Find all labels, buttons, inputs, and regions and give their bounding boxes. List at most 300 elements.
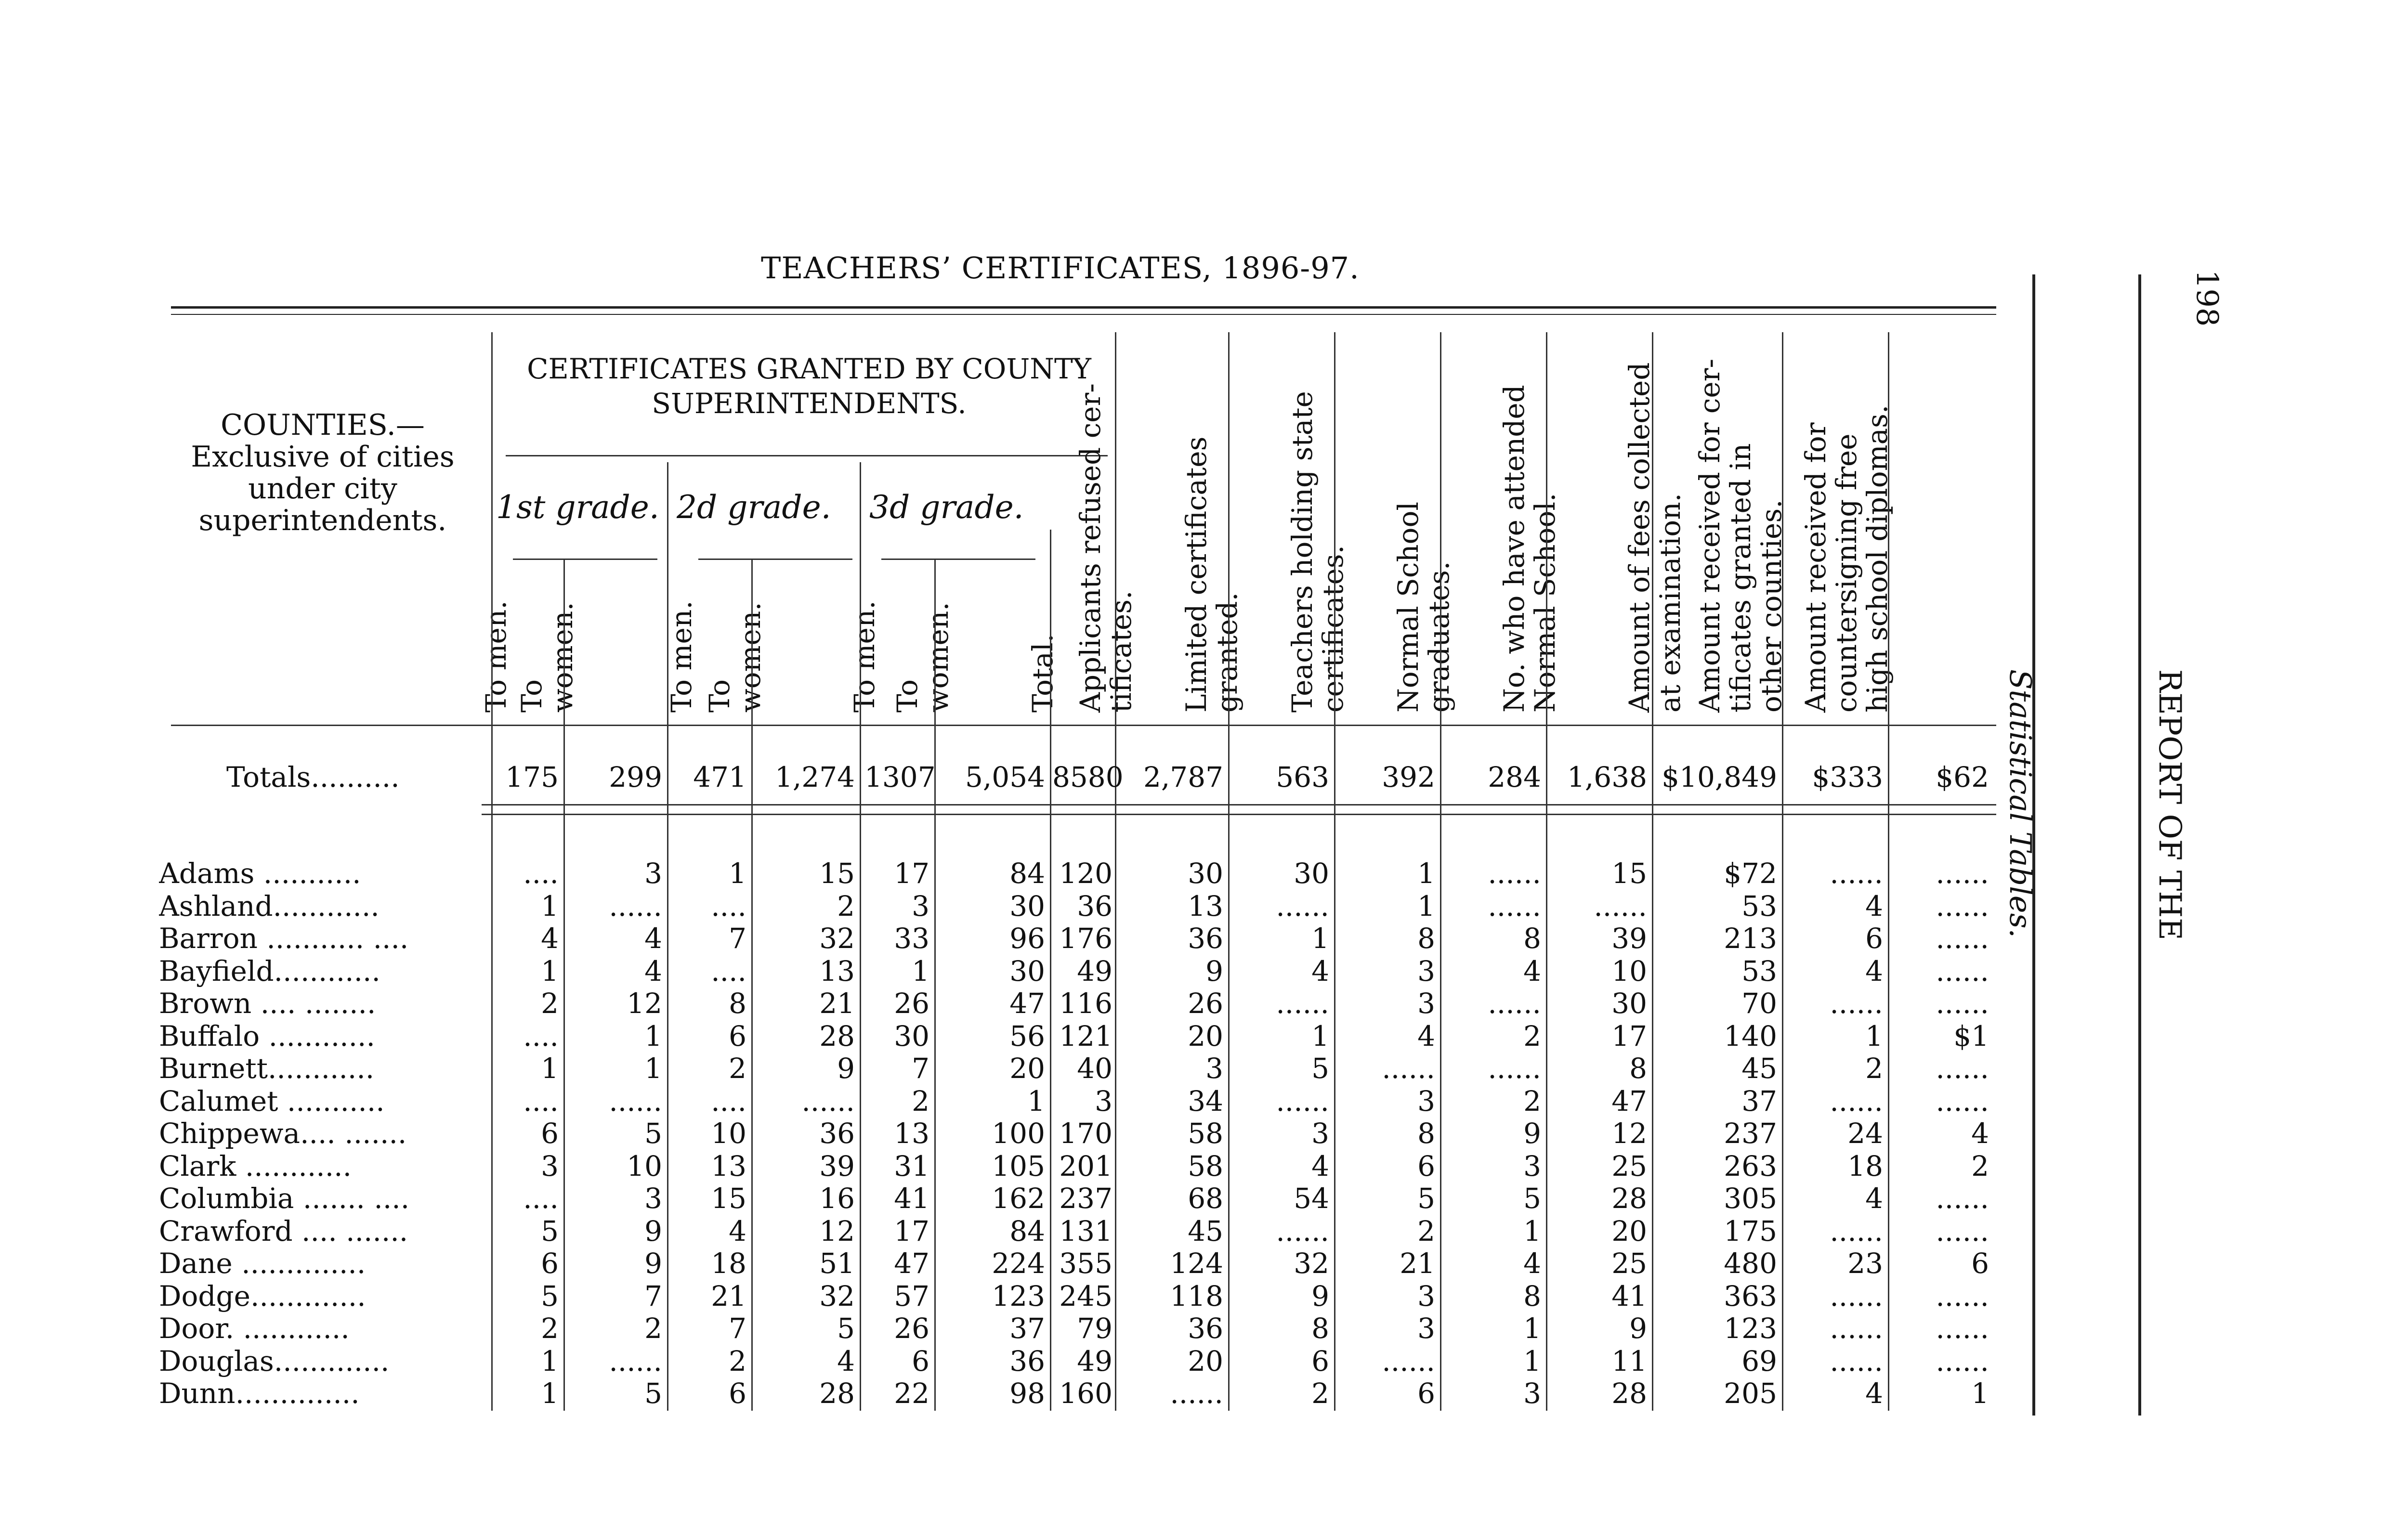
cell-g2-men: ....: [711, 889, 746, 922]
cell-g2-women: 39: [819, 1149, 855, 1182]
table-row: [0, 922, 2408, 955]
grade-3-underline: [881, 559, 1035, 560]
header-fees-2: at examination.: [1654, 493, 1687, 713]
header-state-1: Teachers holding state: [1286, 391, 1319, 713]
totals-limited: 563: [1276, 761, 1329, 793]
cell-limited: 8: [1311, 1312, 1329, 1345]
cell-g1-women: ......: [609, 1084, 662, 1117]
cell-g1-men: 3: [541, 1149, 559, 1182]
cell-fees: 480: [1724, 1247, 1777, 1280]
county-name: Dane ..............: [159, 1247, 366, 1280]
cell-state: ......: [1382, 1344, 1435, 1377]
cell-total: 160: [1059, 1377, 1112, 1410]
cell-counter: ......: [1936, 889, 1989, 922]
cell-limited: 1: [1311, 1019, 1329, 1052]
cell-g2-men: 7: [729, 922, 746, 955]
cell-g2-men: 7: [729, 1312, 746, 1345]
cell-g3-women: 1: [1027, 1084, 1045, 1117]
cell-g1-women: ......: [609, 1344, 662, 1377]
cell-refused: 30: [1188, 857, 1223, 890]
cell-state: 6: [1417, 1377, 1435, 1410]
cell-counter: ......: [1936, 1312, 1989, 1345]
cell-counter: ......: [1936, 1214, 1989, 1247]
cell-normal: 5: [1523, 1182, 1541, 1215]
cell-normal: 4: [1523, 1247, 1541, 1280]
cell-limited: 5: [1311, 1052, 1329, 1085]
cell-counter: ......: [1936, 857, 1989, 890]
cell-total: 131: [1059, 1214, 1112, 1247]
county-name: Buffalo ............: [159, 1019, 375, 1052]
cell-state: 8: [1417, 1117, 1435, 1150]
cell-g1-women: 9: [644, 1214, 662, 1247]
cell-total: 3: [1095, 1084, 1112, 1117]
cell-received: ......: [1830, 1084, 1883, 1117]
cell-g1-women: 7: [644, 1279, 662, 1312]
cell-fees: 70: [1741, 987, 1777, 1020]
cell-g3-women: 56: [1009, 1019, 1045, 1052]
grade-3-label: 3d grade.: [869, 489, 1024, 526]
cell-normal: 4: [1523, 954, 1541, 987]
county-name: Dunn..............: [159, 1377, 360, 1410]
totals-counter: $62: [1936, 761, 1989, 793]
cell-attended: 9: [1629, 1312, 1647, 1345]
cell-g1-men: 4: [541, 922, 559, 955]
totals-label: Totals..........: [226, 761, 400, 793]
cell-limited: 4: [1311, 954, 1329, 987]
header-limited-2: granted.: [1211, 592, 1243, 713]
cell-state: 3: [1417, 1312, 1435, 1345]
grade-1-underline: [513, 559, 657, 560]
cell-g1-men: 1: [541, 1052, 559, 1085]
cell-g3-men: 17: [894, 1214, 929, 1247]
table-row: [0, 1377, 2408, 1410]
cell-counter: ......: [1936, 1052, 1989, 1085]
cell-normal: 1: [1523, 1312, 1541, 1345]
cell-fees: $72: [1724, 857, 1777, 890]
cell-g2-women: 2: [837, 889, 855, 922]
cell-g2-women: 15: [819, 857, 855, 890]
cell-normal: 8: [1523, 1279, 1541, 1312]
cell-counter: ......: [1936, 1279, 1989, 1312]
cell-fees: 263: [1724, 1149, 1777, 1182]
header-received-2: tificates granted in: [1724, 443, 1757, 713]
cell-g2-women: 5: [837, 1312, 855, 1345]
totals-state: 392: [1382, 761, 1435, 793]
cell-g2-men: ....: [711, 954, 746, 987]
cell-g2-men: 13: [711, 1149, 746, 1182]
cell-normal: 9: [1523, 1117, 1541, 1150]
cell-refused: 58: [1188, 1149, 1223, 1182]
totals-g1-women: 299: [609, 761, 662, 793]
table-row: [0, 955, 2408, 987]
cell-refused: 26: [1188, 987, 1223, 1020]
county-name: Chippewa.... .......: [159, 1117, 407, 1150]
header-g1-women-text-1: To: [515, 679, 548, 713]
cell-state: 4: [1417, 1019, 1435, 1052]
cell-counter: 4: [1971, 1117, 1989, 1150]
cell-g2-men: 10: [711, 1117, 746, 1150]
counties-header: [171, 409, 474, 536]
county-name: Bayfield............: [159, 954, 380, 987]
grade-1-label: 1st grade.: [496, 489, 659, 526]
cell-received: 23: [1847, 1247, 1883, 1280]
county-name: Douglas.............: [159, 1344, 390, 1377]
totals-total: 8580: [1052, 761, 1124, 793]
cell-total: 121: [1059, 1019, 1112, 1052]
header-counter-2: countersigning free: [1830, 433, 1863, 713]
cell-g1-women: 3: [644, 857, 662, 890]
cell-g1-men: 1: [541, 889, 559, 922]
cell-g3-men: 26: [894, 987, 929, 1020]
cell-g3-men: 57: [894, 1279, 929, 1312]
cell-received: ......: [1830, 987, 1883, 1020]
cell-refused: 45: [1188, 1214, 1223, 1247]
header-state-2: certificates.: [1317, 545, 1349, 713]
cell-g3-women: 105: [992, 1149, 1045, 1182]
cell-state: 3: [1417, 1279, 1435, 1312]
cell-state: 3: [1417, 1084, 1435, 1117]
cell-received: 2: [1865, 1052, 1883, 1085]
cell-total: 120: [1059, 857, 1112, 890]
cell-refused: 13: [1188, 889, 1223, 922]
cell-g1-men: 1: [541, 954, 559, 987]
county-name: Adams ...........: [159, 857, 361, 890]
cell-fees: 37: [1741, 1084, 1777, 1117]
cell-g1-women: 4: [644, 954, 662, 987]
cell-attended: 25: [1611, 1247, 1647, 1280]
cell-total: 116: [1059, 987, 1112, 1020]
cell-g1-men: ....: [523, 857, 559, 890]
table-row: [0, 1020, 2408, 1052]
header-refused-2: tificates.: [1105, 590, 1138, 713]
header-g2-women-text-2: women.: [734, 602, 767, 713]
cell-g2-women: 4: [837, 1344, 855, 1377]
cell-total: 49: [1077, 1344, 1112, 1377]
cell-g3-women: 37: [1009, 1312, 1045, 1345]
cell-state: ......: [1382, 1052, 1435, 1085]
cell-g2-women: 32: [819, 922, 855, 955]
counties-sub-3: superintendents.: [198, 504, 447, 537]
cell-refused: 20: [1188, 1344, 1223, 1377]
cell-g2-women: 12: [819, 1214, 855, 1247]
cell-g1-men: 5: [541, 1214, 559, 1247]
cell-limited: 32: [1294, 1247, 1329, 1280]
cell-g2-women: 28: [819, 1377, 855, 1410]
header-attended-1: No. who have attended: [1498, 385, 1531, 713]
cell-total: 49: [1077, 954, 1112, 987]
cell-limited: 4: [1311, 1149, 1329, 1182]
county-name: Columbia ....... ....: [159, 1182, 410, 1215]
cell-state: 2: [1417, 1214, 1435, 1247]
cell-fees: 53: [1741, 954, 1777, 987]
totals-g2-women: 1,274: [774, 761, 855, 793]
cell-fees: 305: [1724, 1182, 1777, 1215]
cell-attended: 11: [1611, 1344, 1647, 1377]
cell-received: 24: [1847, 1117, 1883, 1150]
cell-counter: 2: [1971, 1149, 1989, 1182]
cell-counter: ......: [1936, 1344, 1989, 1377]
grade-2-label: 2d grade.: [677, 489, 831, 526]
cell-counter: $1: [1953, 1019, 1989, 1052]
cell-normal: ......: [1488, 987, 1541, 1020]
cell-g2-women: 51: [819, 1247, 855, 1280]
cell-g3-women: 96: [1009, 922, 1045, 955]
cell-received: 18: [1847, 1149, 1883, 1182]
cell-g3-men: 31: [894, 1149, 929, 1182]
group-underline: [506, 455, 1108, 456]
cell-state: 3: [1417, 954, 1435, 987]
cell-limited: 1: [1311, 922, 1329, 955]
cell-attended: 28: [1611, 1377, 1647, 1410]
cell-g1-women: 1: [644, 1052, 662, 1085]
cell-attended: 17: [1611, 1019, 1647, 1052]
cell-fees: 363: [1724, 1279, 1777, 1312]
cell-attended: 12: [1611, 1117, 1647, 1150]
header-g2-women-text-1: To: [703, 679, 736, 713]
totals-received: $333: [1812, 761, 1883, 793]
header-counter-1: Amount received for: [1799, 422, 1832, 713]
cell-limited: 2: [1311, 1377, 1329, 1410]
cell-g3-women: 84: [1009, 1214, 1045, 1247]
table-row: [0, 1117, 2408, 1150]
cell-attended: ......: [1594, 889, 1647, 922]
cell-received: 4: [1865, 889, 1883, 922]
cell-g1-women: 2: [644, 1312, 662, 1345]
cell-attended: 10: [1611, 954, 1647, 987]
cell-state: 21: [1400, 1247, 1435, 1280]
cell-limited: ......: [1276, 1214, 1329, 1247]
top-rule: [171, 306, 1996, 309]
cell-g3-women: 30: [1009, 954, 1045, 987]
header-fees-1: Amount of fees collected: [1623, 362, 1656, 713]
totals-refused: 2,787: [1143, 761, 1223, 793]
table-row: [0, 1052, 2408, 1085]
cell-g2-women: ......: [801, 1084, 855, 1117]
county-name: Door. ............: [159, 1312, 350, 1345]
table-row: [0, 1312, 2408, 1345]
cell-g2-women: 9: [837, 1052, 855, 1085]
cell-g3-women: 162: [992, 1182, 1045, 1215]
cell-g1-men: 6: [541, 1117, 559, 1150]
cell-total: 40: [1077, 1052, 1112, 1085]
header-g2-men-text: To men.: [665, 600, 698, 713]
cell-refused: 36: [1188, 1312, 1223, 1345]
cell-received: ......: [1830, 1312, 1883, 1345]
cell-received: ......: [1830, 1344, 1883, 1377]
cell-g1-women: 1: [644, 1019, 662, 1052]
cell-normal: ......: [1488, 1052, 1541, 1085]
cell-fees: 175: [1724, 1214, 1777, 1247]
cell-g3-women: 47: [1009, 987, 1045, 1020]
cell-g3-women: 30: [1009, 889, 1045, 922]
cell-attended: 30: [1611, 987, 1647, 1020]
header-bottom-rule: [171, 725, 1996, 726]
cell-g3-women: 98: [1009, 1377, 1045, 1410]
cell-total: 245: [1059, 1279, 1112, 1312]
cell-g3-men: 3: [912, 889, 929, 922]
cell-g1-women: 4: [644, 922, 662, 955]
top-rule-thin: [171, 314, 1996, 315]
grade-2-underline: [698, 559, 852, 560]
cell-attended: 47: [1611, 1084, 1647, 1117]
header-refused-1: Applicants refused cer-: [1074, 383, 1107, 713]
cell-g2-men: 8: [729, 987, 746, 1020]
cell-g3-women: 36: [1009, 1344, 1045, 1377]
header-counter-3: high school diplomas.: [1861, 404, 1894, 713]
table-row: [0, 1182, 2408, 1215]
cell-g2-women: 32: [819, 1279, 855, 1312]
cell-g1-women: 5: [644, 1117, 662, 1150]
cell-g2-men: 15: [711, 1182, 746, 1215]
cell-normal: 8: [1523, 922, 1541, 955]
totals-normal: 284: [1488, 761, 1541, 793]
group-header-line1: CERTIFICATES GRANTED BY COUNTY: [527, 352, 1091, 385]
cell-total: 355: [1059, 1247, 1112, 1280]
county-name: Crawford .... .......: [159, 1214, 408, 1247]
cell-g3-men: 17: [894, 857, 929, 890]
cell-counter: ......: [1936, 954, 1989, 987]
cell-total: 79: [1077, 1312, 1112, 1345]
cell-normal: 1: [1523, 1214, 1541, 1247]
cell-g2-women: 36: [819, 1117, 855, 1150]
cell-g3-men: 7: [912, 1052, 929, 1085]
group-header: [520, 351, 1098, 421]
cell-g2-women: 28: [819, 1019, 855, 1052]
cell-counter: 1: [1971, 1377, 1989, 1410]
cell-attended: 41: [1611, 1279, 1647, 1312]
cell-g3-women: 20: [1009, 1052, 1045, 1085]
cell-state: 3: [1417, 987, 1435, 1020]
cell-counter: ......: [1936, 987, 1989, 1020]
cell-g2-men: 2: [729, 1344, 746, 1377]
cell-g2-women: 16: [819, 1182, 855, 1215]
header-limited-1: Limited certificates: [1180, 436, 1213, 713]
cell-limited: 9: [1311, 1279, 1329, 1312]
cell-limited: ......: [1276, 987, 1329, 1020]
header-received-1: Amount received for cer-: [1693, 359, 1726, 713]
cell-g1-men: ....: [523, 1084, 559, 1117]
table-row: [0, 1150, 2408, 1182]
cell-limited: ......: [1276, 1084, 1329, 1117]
margin-title: Statistical Tables.: [2003, 669, 2038, 938]
cell-normal: 3: [1523, 1377, 1541, 1410]
cell-g3-men: 13: [894, 1117, 929, 1150]
counties-sub-2: under city: [248, 472, 397, 506]
cell-limited: 3: [1311, 1117, 1329, 1150]
cell-attended: 20: [1611, 1214, 1647, 1247]
cell-normal: 1: [1523, 1344, 1541, 1377]
cell-refused: 20: [1188, 1019, 1223, 1052]
cell-received: ......: [1830, 857, 1883, 890]
counties-sub-1: Exclusive of cities: [191, 440, 455, 474]
cell-g1-women: ......: [609, 889, 662, 922]
cell-total: 201: [1059, 1149, 1112, 1182]
county-name: Brown .... ........: [159, 987, 376, 1020]
cell-normal: ......: [1488, 857, 1541, 890]
table-row: [0, 1215, 2408, 1247]
cell-normal: ......: [1488, 889, 1541, 922]
totals-g3-women: 5,054: [965, 761, 1045, 793]
totals-g2-men: 471: [693, 761, 746, 793]
cell-fees: 213: [1724, 922, 1777, 955]
cell-limited: ......: [1276, 889, 1329, 922]
cell-fees: 69: [1741, 1344, 1777, 1377]
cell-counter: ......: [1936, 922, 1989, 955]
county-name: Burnett............: [159, 1052, 375, 1085]
cell-refused: 124: [1170, 1247, 1223, 1280]
cell-g3-women: 84: [1009, 857, 1045, 890]
cell-counter: ......: [1936, 1182, 1989, 1215]
cell-refused: 9: [1205, 954, 1223, 987]
cell-g1-women: 9: [644, 1247, 662, 1280]
cell-g2-men: 1: [729, 857, 746, 890]
cell-g2-men: 6: [729, 1377, 746, 1410]
cell-g3-men: 47: [894, 1247, 929, 1280]
table-row: [0, 857, 2408, 890]
cell-limited: 6: [1311, 1344, 1329, 1377]
cell-limited: 30: [1294, 857, 1329, 890]
cell-g1-men: 2: [541, 1312, 559, 1345]
cell-received: 6: [1865, 922, 1883, 955]
table-row: [0, 1085, 2408, 1117]
cell-refused: 3: [1205, 1052, 1223, 1085]
cell-g1-men: 5: [541, 1279, 559, 1312]
group-header-line2: SUPERINTENDENTS.: [652, 387, 967, 420]
totals-g1-men: 175: [505, 761, 559, 793]
cell-total: 170: [1059, 1117, 1112, 1150]
cell-g2-men: 21: [711, 1279, 746, 1312]
totals-row: [0, 761, 2408, 793]
page-number: 198: [2190, 270, 2225, 327]
cell-refused: 68: [1188, 1182, 1223, 1215]
county-name: Clark ............: [159, 1149, 352, 1182]
header-g3-women-text-2: women.: [922, 602, 955, 713]
counties-label: COUNTIES.—: [221, 408, 425, 442]
running-head: REPORT OF THE: [2152, 669, 2187, 940]
cell-g2-men: 18: [711, 1247, 746, 1280]
cell-refused: 118: [1170, 1279, 1223, 1312]
cell-g1-men: ....: [523, 1182, 559, 1215]
cell-g2-men: 6: [729, 1019, 746, 1052]
cell-total: 237: [1059, 1182, 1112, 1215]
header-received-3: other counties.: [1755, 499, 1788, 713]
cell-g3-women: 100: [992, 1117, 1045, 1150]
cell-fees: 237: [1724, 1117, 1777, 1150]
cell-attended: 28: [1611, 1182, 1647, 1215]
cell-g1-men: 1: [541, 1344, 559, 1377]
cell-refused: 36: [1188, 922, 1223, 955]
cell-g3-men: 6: [912, 1344, 929, 1377]
cell-fees: 205: [1724, 1377, 1777, 1410]
cell-g1-women: 10: [627, 1149, 662, 1182]
header-g3-men-text: To men.: [848, 600, 881, 713]
table-row: [0, 1247, 2408, 1280]
cell-state: 5: [1417, 1182, 1435, 1215]
header-normal-1: Normal School: [1392, 502, 1425, 713]
cell-g1-men: ....: [523, 1019, 559, 1052]
cell-attended: 8: [1629, 1052, 1647, 1085]
cell-g1-men: 6: [541, 1247, 559, 1280]
cell-g3-women: 224: [992, 1247, 1045, 1280]
totals-g3-men: 1307: [864, 761, 936, 793]
cell-g1-women: 12: [627, 987, 662, 1020]
cell-received: 1: [1865, 1019, 1883, 1052]
header-total-text: Total.: [1026, 634, 1059, 713]
table-row: [0, 890, 2408, 922]
cell-g2-men: ....: [711, 1084, 746, 1117]
cell-refused: 34: [1188, 1084, 1223, 1117]
cell-received: ......: [1830, 1214, 1883, 1247]
